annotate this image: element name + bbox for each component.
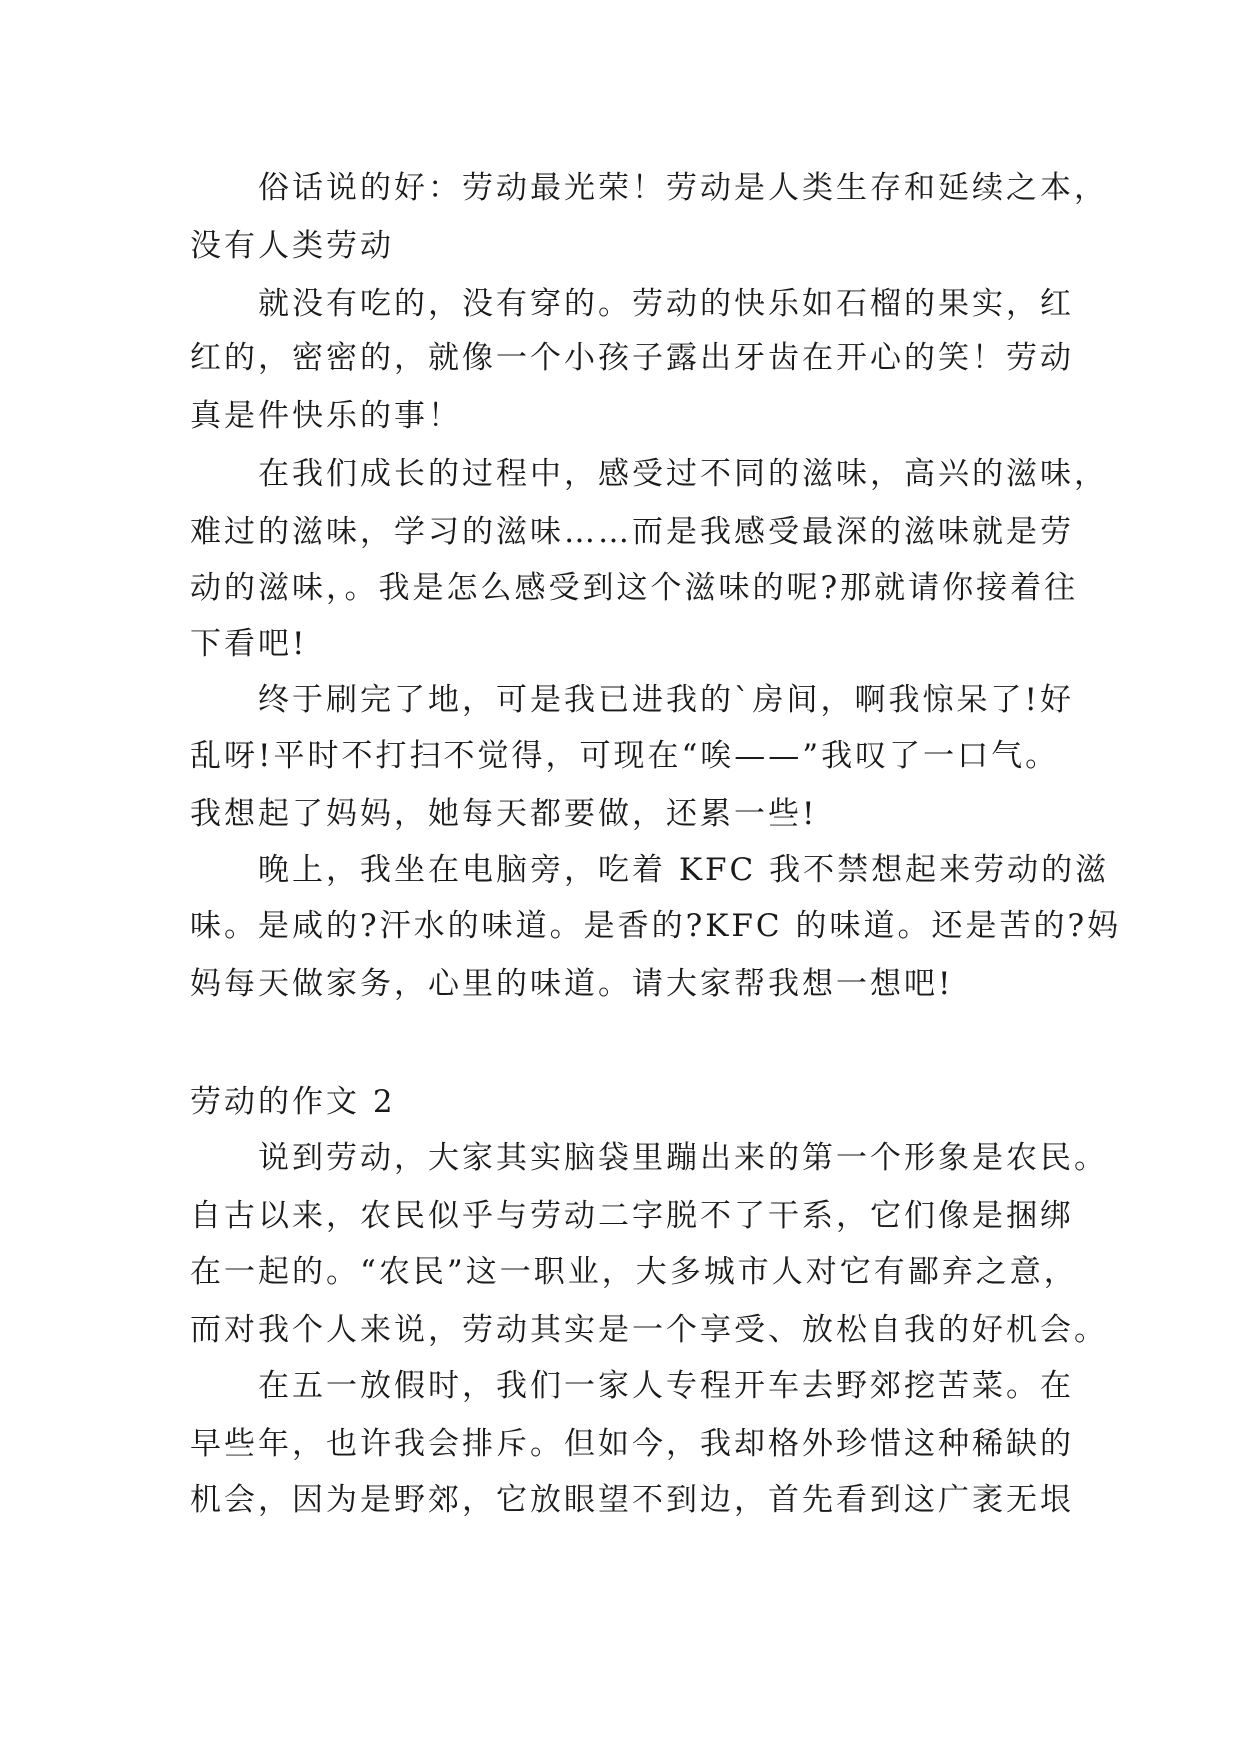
paragraph-line: 终于刷完了地，可是我已进我的`房间，啊我惊呆了!好 — [258, 682, 1074, 718]
paragraph-line: 妈每天做家务，心里的味道。请大家帮我想一想吧! — [190, 966, 954, 1002]
section-heading: 劳动的作文 2 — [190, 1084, 396, 1120]
paragraph-line: 味。是咸的?汗水的味道。是香的?KFC 的味道。还是苦的?妈 — [190, 908, 1122, 944]
paragraph-line: 下看吧! — [190, 626, 308, 662]
paragraph-line: 我想起了妈妈，她每天都要做，还累一些! — [190, 796, 818, 832]
paragraph-line: 晚上，我坐在电脑旁，吃着 KFC 我不禁想起来劳动的滋 — [258, 852, 1110, 888]
paragraph-line: 早些年，也许我会排斥。但如今，我却格外珍惜这种稀缺的 — [190, 1426, 1074, 1462]
paragraph-line: 就没有吃的，没有穿的。劳动的快乐如石榴的果实，红 — [258, 286, 1074, 322]
paragraph-line: 说到劳动，大家其实脑袋里蹦出来的第一个形象是农民。 — [258, 1140, 1108, 1176]
paragraph-line: 自古以来，农民似乎与劳动二字脱不了干系，它们像是捆绑 — [190, 1198, 1074, 1234]
paragraph-line: 而对我个人来说，劳动其实是一个享受、放松自我的好机会。 — [190, 1312, 1108, 1348]
paragraph-line: 动的滋味，。我是怎么感受到这个滋味的呢?那就请你接着往 — [190, 570, 1079, 606]
paragraph-line: 在五一放假时，我们一家人专程开车去野郊挖苦菜。在 — [258, 1368, 1074, 1404]
paragraph-line: 俗话说的好：劳动最光荣！劳动是人类生存和延续之本， — [258, 170, 1108, 206]
paragraph-line: 没有人类劳动 — [190, 228, 394, 264]
paragraph-line: 在我们成长的过程中，感受过不同的滋味，高兴的滋味， — [258, 456, 1108, 492]
paragraph-line: 机会，因为是野郊，它放眼望不到边，首先看到这广袤无垠 — [190, 1482, 1074, 1518]
paragraph-line: 红的，密密的，就像一个小孩子露出牙齿在开心的笑！劳动 — [190, 340, 1074, 376]
paragraph-line: 在一起的。“农民”这一职业，大多城市人对它有鄙弃之意， — [190, 1254, 1078, 1290]
paragraph-line: 真是件快乐的事！ — [190, 398, 462, 434]
paragraph-line: 乱呀!平时不打扫不觉得，可现在“唉——”我叹了一口气。 — [190, 738, 1060, 774]
paragraph-line: 难过的滋味，学习的滋味……而是我感受最深的滋味就是劳 — [190, 514, 1074, 550]
